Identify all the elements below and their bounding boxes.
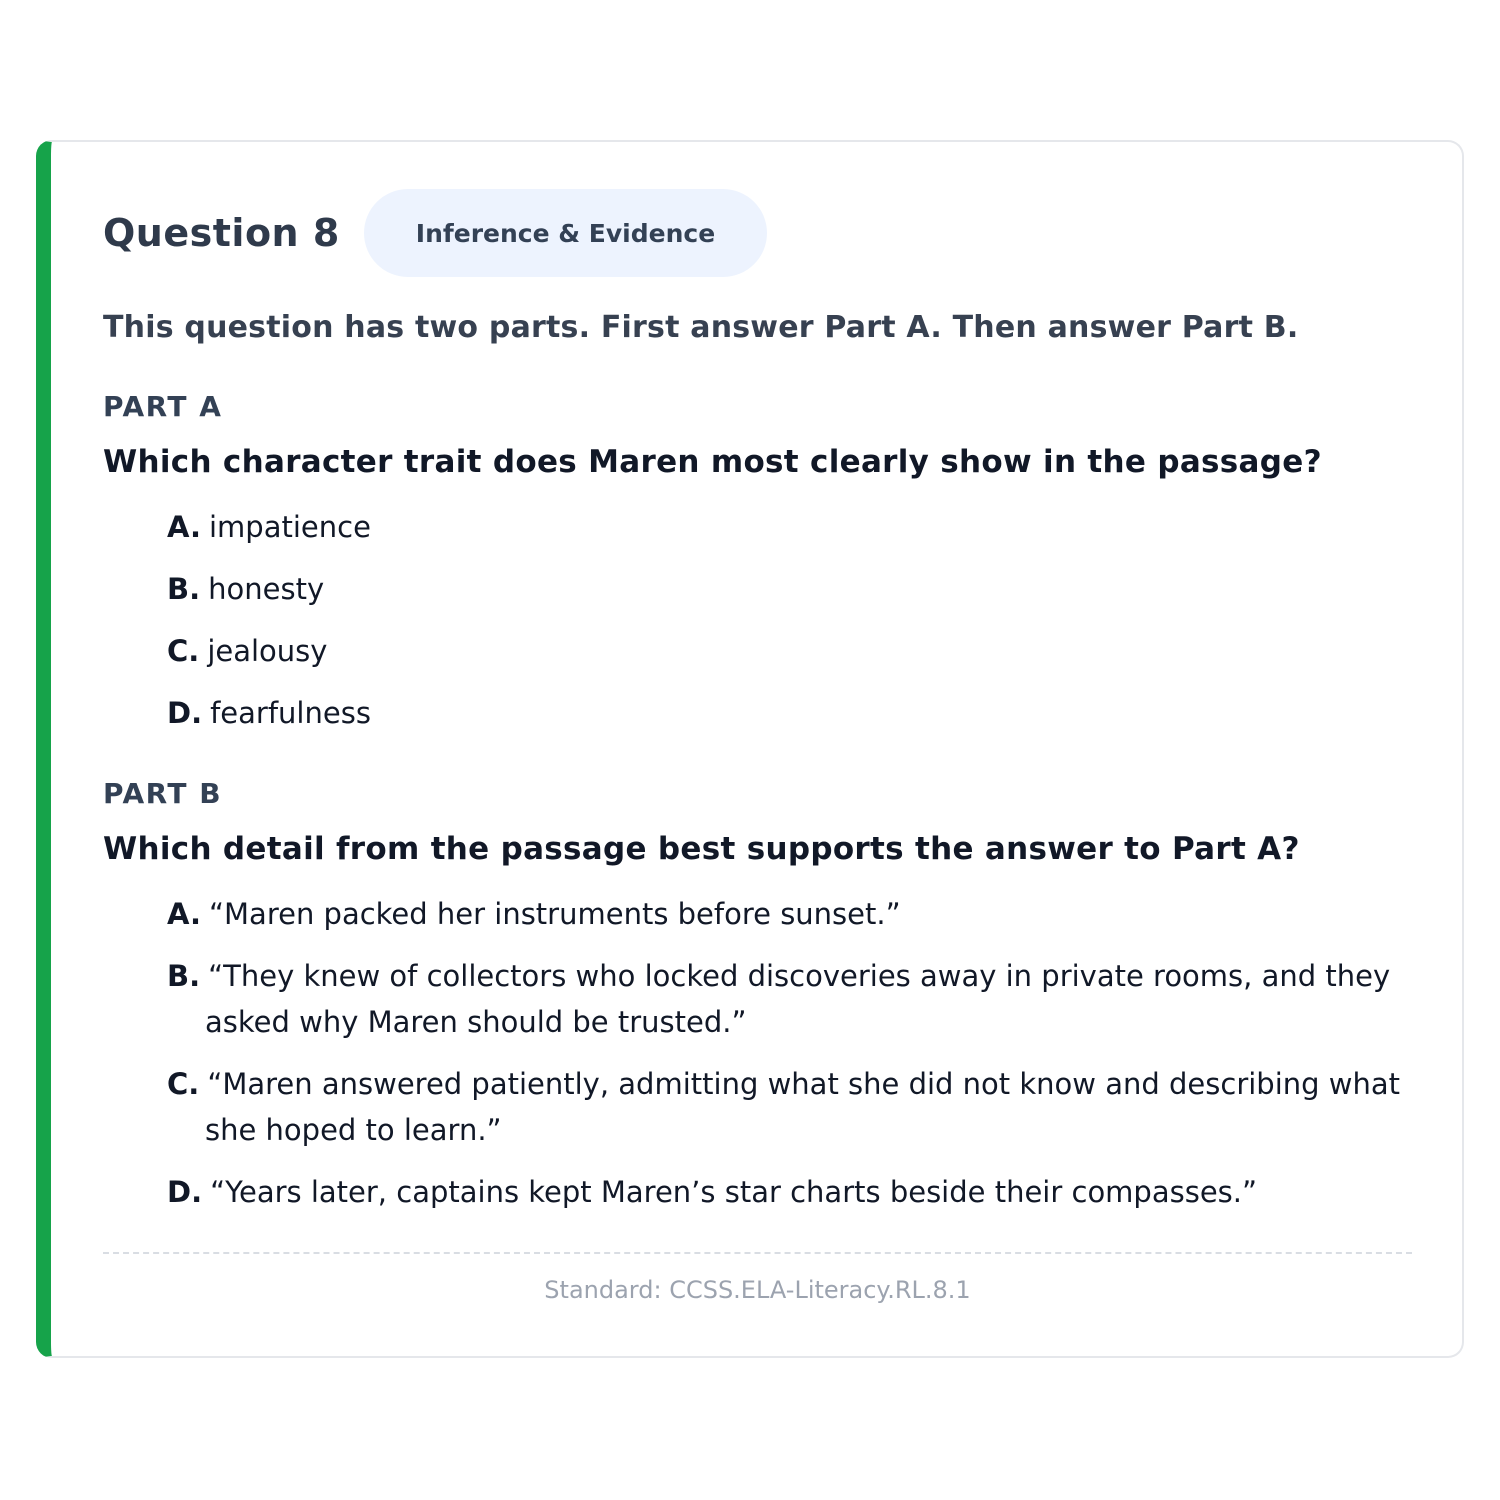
question-card	[36, 140, 1464, 1358]
part-a-option-a[interactable]	[167, 504, 1402, 550]
option-letter: B.	[167, 572, 201, 606]
part-b-option-b[interactable]	[167, 953, 1402, 1045]
question-instructions: This question has two parts. First answer Part A. Then answer Part B.	[103, 310, 1299, 345]
option-text: impatience	[209, 510, 371, 544]
option-text: honesty	[208, 572, 325, 606]
part-a-label: PART A	[103, 390, 223, 423]
option-text: “They knew of collectors who locked discoveries away in private rooms, and they asked why Maren should be trusted.”	[205, 959, 1391, 1039]
option-text: fearfulness	[210, 696, 371, 730]
part-b-option-d[interactable]	[167, 1169, 1402, 1215]
part-b-label: PART B	[103, 777, 223, 810]
part-b-option-a[interactable]	[167, 891, 1402, 937]
option-text: “Maren answered patiently, admitting what she did not know and describing what she hoped to learn.”	[205, 1067, 1401, 1147]
standard-label: Standard: CCSS.ELA-Literacy.RL.8.1	[544, 1276, 971, 1304]
option-letter: D.	[167, 696, 203, 730]
option-text: “Maren packed her instruments before sunset.”	[209, 897, 901, 931]
option-letter: A.	[167, 510, 201, 544]
option-text: jealousy	[207, 634, 328, 668]
option-letter: B.	[167, 959, 201, 993]
question-header	[103, 189, 767, 277]
part-a-option-c[interactable]	[167, 628, 1402, 674]
option-letter: D.	[167, 1175, 203, 1209]
option-letter: A.	[167, 897, 201, 931]
footer-divider	[103, 1252, 1412, 1254]
option-letter: C.	[167, 1067, 200, 1101]
part-b-options	[167, 891, 1402, 1215]
part-a-option-b[interactable]	[167, 566, 1402, 612]
option-letter: C.	[167, 634, 200, 668]
part-a-options	[167, 504, 1402, 736]
part-b-option-c[interactable]	[167, 1061, 1402, 1153]
question-title: Question 8	[103, 211, 340, 255]
option-text: “Years later, captains kept Maren’s star charts beside their compasses.”	[210, 1175, 1258, 1209]
skill-badge: Inference & Evidence	[364, 189, 767, 277]
part-a-option-d[interactable]	[167, 690, 1402, 736]
part-a-question: Which character trait does Maren most clearly show in the passage?	[103, 444, 1322, 480]
part-b-question: Which detail from the passage best supports the answer to Part A?	[103, 831, 1300, 867]
